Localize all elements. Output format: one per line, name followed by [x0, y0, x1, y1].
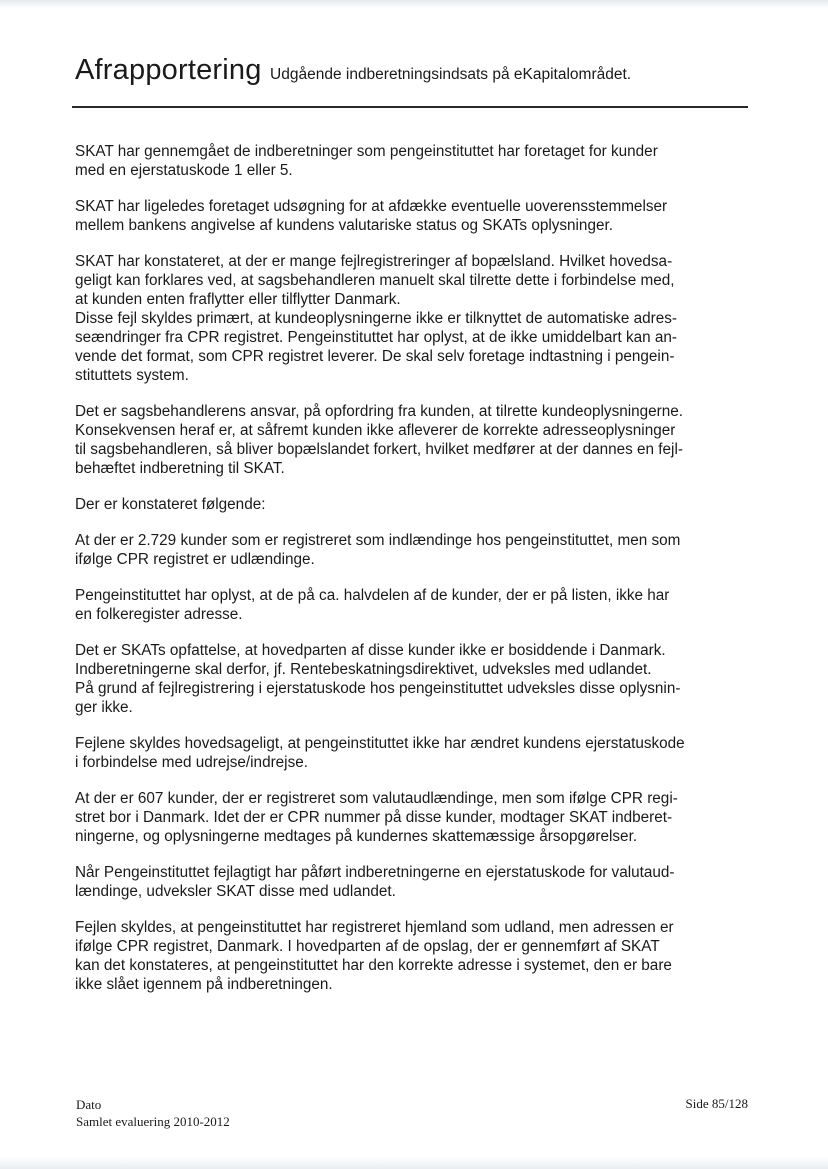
paragraph-line: At der er 2.729 kunder som er registreret som indlændinge hos pengeinstituttet, men som [75, 532, 681, 549]
paragraph-line: På grund af fejlregistrering i ejerstatuskode hos pengeinstituttet udveksles disse oplysnin- [75, 680, 681, 697]
paragraph-line: Pengeinstituttet har oplyst, at de på ca. halvdelen af de kunder, der er på listen, ikke har [75, 587, 670, 604]
paragraph-line: mellem bankens angivelse af kundens valutariske status og SKATs oplysninger. [75, 217, 613, 234]
paragraph-line: behæftet indberetning til SKAT. [75, 460, 285, 477]
paragraph-line: Når Pengeinstituttet fejlagtigt har påført indberetningerne en ejerstatuskode for valutaud- [75, 864, 675, 881]
paragraph-line: Fejlen skyldes, at pengeinstituttet har registreret hjemland som udland, men adressen er [75, 919, 674, 936]
page-header [75, 54, 747, 87]
page-title: Afrapportering [75, 54, 262, 86]
paragraph-line: Konsekvensen heraf er, at såfremt kunden ikke afleverer de korrekte adresseoplysninger [75, 422, 676, 439]
paragraph-line: at kunden enten fraflytter eller tilflytter Danmark. [75, 291, 401, 308]
paragraph [75, 531, 747, 569]
paragraph-line: med en ejerstatuskode 1 eller 5. [75, 162, 293, 179]
header-divider [72, 106, 748, 108]
paragraph [75, 789, 747, 846]
scan-edge-top [0, 0, 828, 8]
paragraph-line: Fejlene skyldes hovedsageligt, at pengeinstituttet ikke har ændret kundens ejerstatuskode [75, 735, 685, 752]
paragraph-line: Disse fejl skyldes primært, at kundeoplysningerne ikke er tilknyttet de automatiske adres- [75, 310, 677, 327]
footer-document-name: Samlet evaluering 2010-2012 [76, 1114, 230, 1129]
paragraph-line: en folkeregister adresse. [75, 606, 243, 623]
paragraph-line: kan det konstateres, at pengeinstituttet har den korrekte adresse i systemet, den er bare [75, 957, 672, 974]
paragraph-line: stituttets system. [75, 367, 189, 384]
footer-date-label: Dato [76, 1097, 102, 1112]
paragraph-line: geligt kan forklares ved, at sagsbehandleren manuelt skal tilrette dette i forbindelse med, [75, 272, 675, 289]
paragraph-line: Det er SKATs opfattelse, at hovedparten af disse kunder ikke er bosiddende i Danmark. [75, 642, 666, 659]
paragraph [75, 863, 747, 901]
paragraph-line: Der er konstateret følgende: [75, 496, 266, 513]
paragraph-line: Det er sagsbehandlerens ansvar, på opfordring fra kunden, at tilrette kundeoplysningerne. [75, 403, 684, 420]
paragraph [75, 641, 747, 717]
paragraph [75, 402, 747, 478]
paragraph-line: Indberetningerne skal derfor, jf. Rentebeskatningsdirektivet, udveksles med udlandet. [75, 661, 652, 678]
paragraph [75, 142, 747, 180]
paragraph-line: ningerne, og oplysningerne medtages på kundernes skattemæssige årsopgørelser. [75, 828, 638, 845]
paragraph [75, 586, 747, 624]
paragraph-line: SKAT har gennemgået de indberetninger som pengeinstituttet har foretaget for kunder [75, 143, 658, 160]
paragraph-line: seændringer fra CPR registret. Pengeinstituttet har oplyst, at de ikke umiddelbart kan an- [75, 329, 677, 346]
paragraph-line: ikke slået igennem på indberetningen. [75, 976, 333, 993]
paragraph-line: til sagsbehandleren, så bliver bopælslandet forkert, hvilket medfører at der dannes en fejl- [75, 441, 683, 458]
paragraph-line: ger ikke. [75, 699, 133, 716]
paragraph-line: ifølge CPR registret, Danmark. I hovedparten af de opslag, der er gennemført af SKAT [75, 938, 660, 955]
paragraph-line: At der er 607 kunder, der er registreret som valutaudlændinge, men som ifølge CPR regi- [75, 790, 678, 807]
footer-page-number: Side 85/128 [685, 1096, 748, 1111]
paragraph [75, 197, 747, 235]
scan-edge-bottom [0, 1157, 828, 1169]
paragraph [75, 495, 747, 514]
paragraph [75, 252, 747, 385]
paragraph-line: i forbindelse med udrejse/indrejse. [75, 754, 308, 771]
paragraph-line: SKAT har konstateret, at der er mange fejlregistreringer af bopælsland. Hvilket hovedsa- [75, 253, 673, 270]
paragraph-line: vende det format, som CPR registret leverer. De skal selv foretage indtastning i pengein- [75, 348, 675, 365]
paragraph-line: SKAT har ligeledes foretaget udsøgning for at afdække eventuelle uoverensstemmelser [75, 198, 668, 215]
paragraph [75, 734, 747, 772]
paragraph [75, 918, 747, 994]
paragraph-line: ifølge CPR registret er udlændinge. [75, 551, 315, 568]
paragraph-line: stret bor i Danmark. Idet der er CPR nummer på disse kunder, modtager SKAT indberet- [75, 809, 673, 826]
footer-left [76, 1096, 230, 1130]
paragraph-line: lændinge, udveksler SKAT disse med udlandet. [75, 883, 396, 900]
page-subtitle: Udgående indberetningsindsats på eKapitalområdet. [270, 66, 632, 83]
document-body [75, 142, 747, 1011]
